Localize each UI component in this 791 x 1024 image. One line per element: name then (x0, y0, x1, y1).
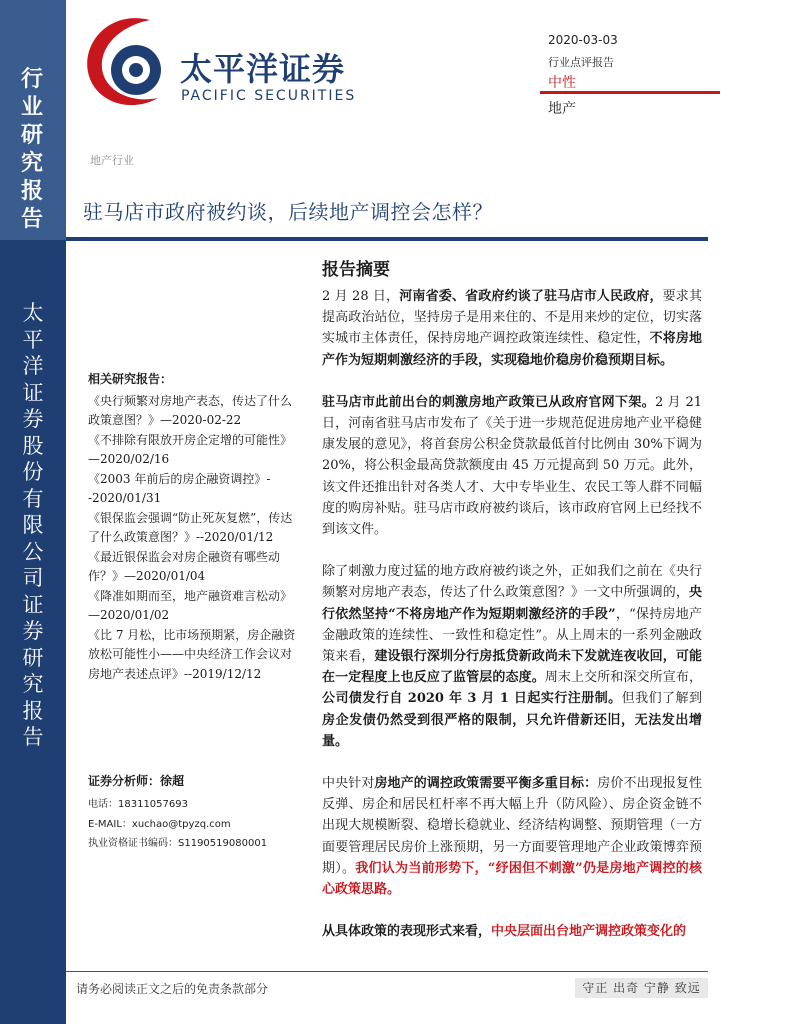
sector-label: 地产 (548, 101, 576, 117)
related-report-item[interactable]: 《比 7 月松，比市场预期紧，房企融资放松可能性小——中央经济工作会议对房地产表述点评》--2019/12/12 (88, 627, 296, 681)
title-divider (66, 237, 708, 241)
analyst-license: 执业资格证书编码：S1190519080001 (88, 838, 268, 849)
summary-paragraph: 从具体政策的表现形式来看，中央层面出台地产调控政策变化的 (322, 924, 687, 940)
analyst-phone: 电话：18311057693 (88, 799, 188, 810)
disclaimer-note: 请务必阅读正文之后的免责条款部分 (76, 982, 269, 996)
related-reports (88, 370, 296, 684)
summary-body (322, 286, 702, 963)
industry-tag: 地产行业 (90, 154, 134, 167)
rating-badge: 中性 (548, 75, 576, 91)
analyst-heading: 证券分析师：徐超 (88, 774, 185, 788)
related-report-item[interactable]: 《银保监会强调“防止死灰复燃”，传达了什么政策意图？》--2020/01/12 (88, 510, 293, 544)
summary-heading: 报告摘要 (322, 260, 390, 280)
summary-paragraph: 驻马店市此前出台的刺激房地产政策已从政府官网下架。2 月 21 日，河南省驻马店市发布了《关于进一步规范促进房地产业平稳健康发展的意见》，将首套房公积金贷款最低首付比例由 30%下调为 20%，将公积金最高贷款额度由 45 万元提高到 50 万元。此外，该文件还推出针对各类人才、大中专毕业生、农民工等人群不同幅度的购房补贴。驻马店市政府被约谈后，该市政府官网上已经找不到该文件。 (322, 394, 702, 538)
company-logo-icon (80, 12, 172, 112)
related-report-item[interactable]: 《不排除有限放开房企定增的可能性》—2020/02/16 (88, 432, 293, 466)
summary-paragraph: 2 月 28 日，河南省委、省政府约谈了驻马店市人民政府，要求其提高政治站位，坚持房子是用来住的、不是用来炒的定位，切实落实城市主体责任，保持房地产调控政策连续性、稳定性，不将房地产作为短期刺激经济的手段，实现稳地价稳房价稳预期目标。 (322, 289, 702, 368)
related-report-item[interactable]: 《降准如期而至，地产融资难言松动》—2020/01/02 (88, 588, 293, 622)
header-divider (540, 91, 720, 94)
analyst-info (88, 772, 318, 854)
logo-english-name: PACIFIC SECURITIES (181, 88, 357, 104)
summary-paragraph: 除了刺激力度过猛的地方政府被约谈之外，正如我们之前在《央行频繁对房地产表态，传达了什么政策意图？》一文中所强调的，央行依然坚持“不将房地产作为短期刺激经济的手段”，“保持房地产金融政策的连续性、一致性和稳定性”。从上周末的一系列金融政策来看，建设银行深圳分行房抵贷新政尚未下发就连夜收回，可能在一定程度上也反应了监管层的态度。周末上交所和深交所宣布，公司债发行自 2020 年 3 月 1 日起实行注册制。但我们了解到房企发债仍然受到很严格的限制，只允许借新还旧，无法发出增量。 (322, 564, 702, 749)
logo-chinese-name: 太平洋证券 (180, 50, 346, 88)
analyst-name: 徐超 (160, 774, 185, 788)
company-motto: 守正 出奇 宁静 致远 (575, 978, 708, 998)
report-type: 行业点评报告 (548, 56, 614, 69)
related-report-item[interactable]: 《2003 年前后的房企融资调控》--2020/01/31 (88, 471, 271, 505)
sidebar-bottom-label: 太 平 洋 证 券 股 份 有 限 公 司 证 券 研 究 报 告 (22, 301, 44, 749)
related-report-item[interactable]: 《最近银保监会对房企融资有哪些动作？》—2020/01/04 (88, 549, 281, 583)
report-date: 2020-03-03 (548, 33, 618, 47)
footer-divider (66, 971, 708, 972)
sidebar-top-label: 行 业 研 究 报 告 (20, 67, 45, 232)
related-report-item[interactable]: 《央行频繁对房地产表态，传达了什么政策意图？》—2020-02-22 (88, 393, 293, 427)
page-title: 驻马店市政府被约谈，后续地产调控会怎样？ (83, 200, 493, 224)
summary-paragraph: 中央针对房地产的调控政策需要平衡多重目标：房价不出现报复性反弹、房企和居民杠杆率不再大幅上升（防风险）、房企资金链不出现大规模断裂、稳增长稳就业、经济结构调整、预期管理（一方面要管理居民房价上涨预期，另一方面要管理地产企业政策博弈预期）。我们认为当前形势下，“纾困但不刺激”仍是房地产调控的核心政策思路。 (322, 776, 702, 898)
related-reports-heading: 相关研究报告： (88, 372, 173, 386)
analyst-email[interactable]: E-MAIL：xuchao@tpyzq.com (88, 818, 231, 830)
